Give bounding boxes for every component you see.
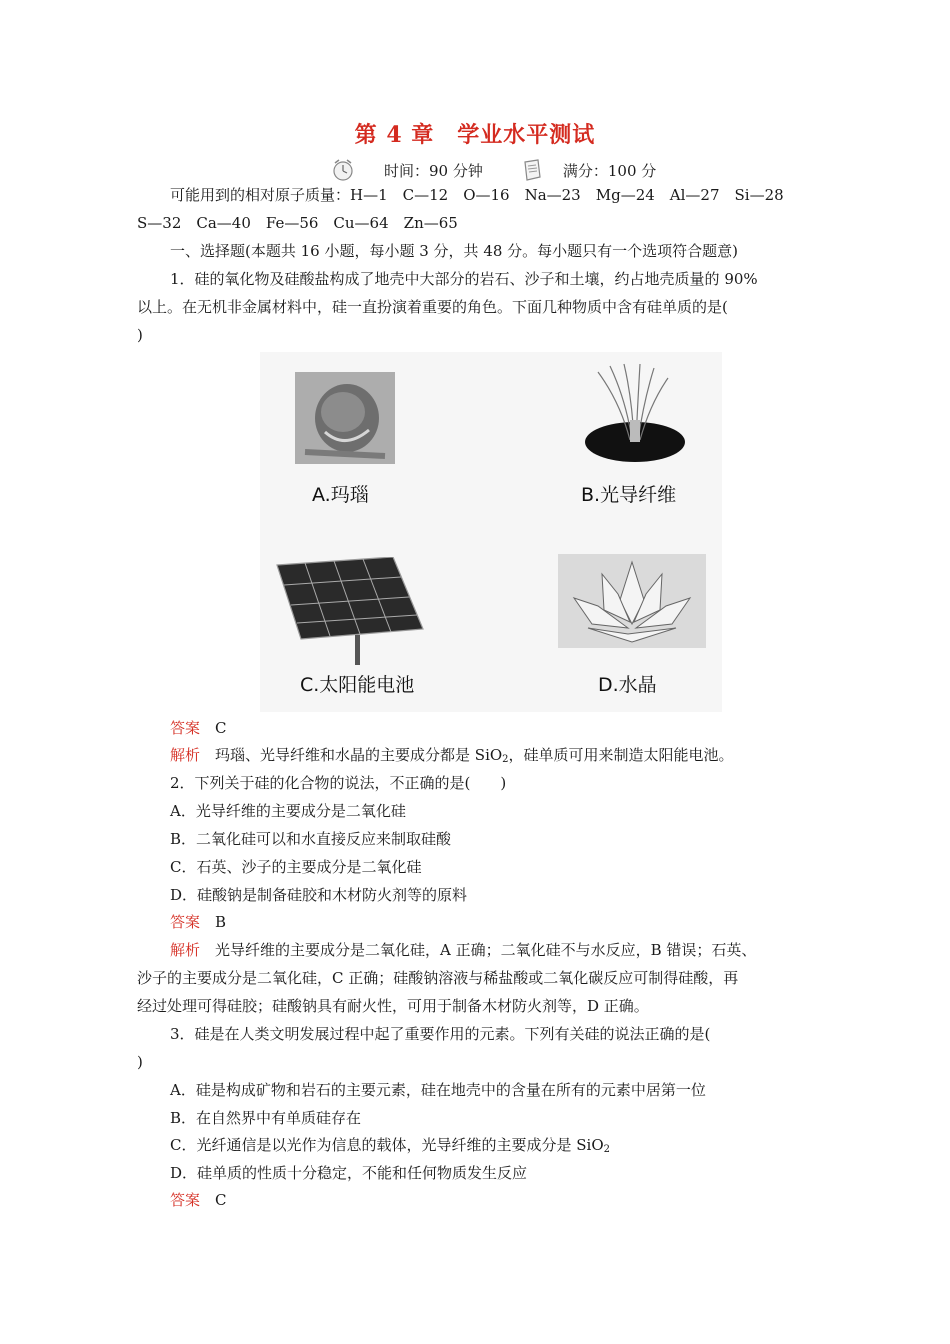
- q1-figure: [260, 352, 722, 712]
- q1-stem-line3: ): [137, 326, 143, 344]
- q3-stem-line2: ): [137, 1053, 143, 1071]
- q3-option-a: A．硅是构成矿物和岩石的主要元素，硅在地壳中的含量在所有的元素中居第一位: [170, 1081, 706, 1099]
- q3-option-c: [170, 1135, 610, 1160]
- analysis-label: 解析: [170, 746, 201, 764]
- solar-panel-image: [275, 557, 425, 671]
- q3-answer: [170, 1190, 227, 1210]
- time-label: 时间：90 分钟: [384, 161, 483, 180]
- q1-stem-line1: 1．硅的氧化物及硅酸盐构成了地壳中大部分的岩石、沙子和土壤，约占地壳质量的 90%: [170, 270, 758, 288]
- q1-stem-line2: 以上。在无机非金属材料中，硅一直扮演着重要的角色。下面几种物质中含有硅单质的是(: [137, 298, 728, 316]
- q2-analysis-line2: 沙子的主要成分是二氧化硅，C 正确；硅酸钠溶液与稀盐酸或二氧化碳反应可制得硅酸，再: [137, 969, 739, 987]
- q2-option-a: A．光导纤维的主要成分是二氧化硅: [170, 802, 406, 820]
- score-label: 满分：100 分: [562, 161, 657, 180]
- q2-option-c: C．石英、沙子的主要成分是二氧化硅: [170, 858, 422, 876]
- option-text: C．光纤通信是以光作为信息的载体，光导纤维的主要成分是 SiO: [170, 1136, 604, 1154]
- q2-analysis-line3: 经过处理可得硅胶；硅酸钠具有耐火性，可用于制备木材防火剂等，D 正确。: [137, 997, 649, 1015]
- atomic-masses-line2: S—32 Ca—40 Fe—56 Cu—64 Zn—65: [137, 214, 458, 232]
- q2-option-b: B．二氧化硅可以和水直接反应来制取硅酸: [170, 830, 452, 848]
- answer-value: C: [215, 719, 227, 737]
- q3-stem-line1: 3．硅是在人类文明发展过程中起了重要作用的元素。下列有关硅的说法正确的是(: [170, 1025, 711, 1043]
- option-c-caption: C.太阳能电池: [300, 674, 415, 696]
- exam-paper-icon: [519, 157, 545, 183]
- subscript: 2: [502, 754, 509, 765]
- q2-analysis-line1: [170, 940, 756, 960]
- atomic-masses-line1: 可能用到的相对原子质量：H—1 C—12 O—16 Na—23 Mg—24 Al—27 Si—28: [170, 186, 784, 204]
- q1-analysis: [170, 745, 734, 770]
- q2-option-d: D．硅酸钠是制备硅胶和木材防火剂等的原料: [170, 886, 468, 904]
- analysis-label: 解析: [170, 941, 201, 959]
- q1-answer: [170, 718, 227, 738]
- answer-value: B: [215, 913, 227, 931]
- alarm-clock-icon: [330, 157, 356, 183]
- optical-fiber-image: [580, 362, 690, 468]
- answer-value: C: [215, 1191, 227, 1209]
- chapter-title: 第 4 章 学业水平测试: [354, 122, 596, 148]
- q2-answer: [170, 912, 226, 932]
- q3-option-b: B．在自然界中有单质硅存在: [170, 1109, 362, 1127]
- agate-image: [295, 372, 395, 468]
- analysis-text: 光导纤维的主要成分是二氧化硅，A 正确；二氧化硅不与水反应，B 错误；石英、: [215, 941, 757, 959]
- option-b-caption: B.光导纤维: [581, 484, 677, 506]
- answer-label: 答案: [170, 1191, 201, 1209]
- section-heading: 一、选择题(本题共 16 小题，每小题 3 分，共 48 分。每小题只有一个选项符合题意): [170, 242, 739, 260]
- exam-meta: [330, 157, 656, 183]
- option-a-caption: A.玛瑙: [312, 484, 369, 506]
- answer-label: 答案: [170, 913, 201, 931]
- q2-stem: 2．下列关于硅的化合物的说法，不正确的是( ): [170, 774, 507, 792]
- crystal-image: [558, 554, 706, 652]
- subscript: 2: [603, 1144, 610, 1155]
- answer-label: 答案: [170, 719, 201, 737]
- analysis-text: ，硅单质可用来制造太阳能电池。: [508, 746, 734, 764]
- q3-option-d: D．硅单质的性质十分稳定，不能和任何物质发生反应: [170, 1164, 528, 1182]
- analysis-text: 玛瑙、光导纤维和水晶的主要成分都是 SiO: [215, 746, 503, 764]
- option-d-caption: D.水晶: [598, 674, 657, 696]
